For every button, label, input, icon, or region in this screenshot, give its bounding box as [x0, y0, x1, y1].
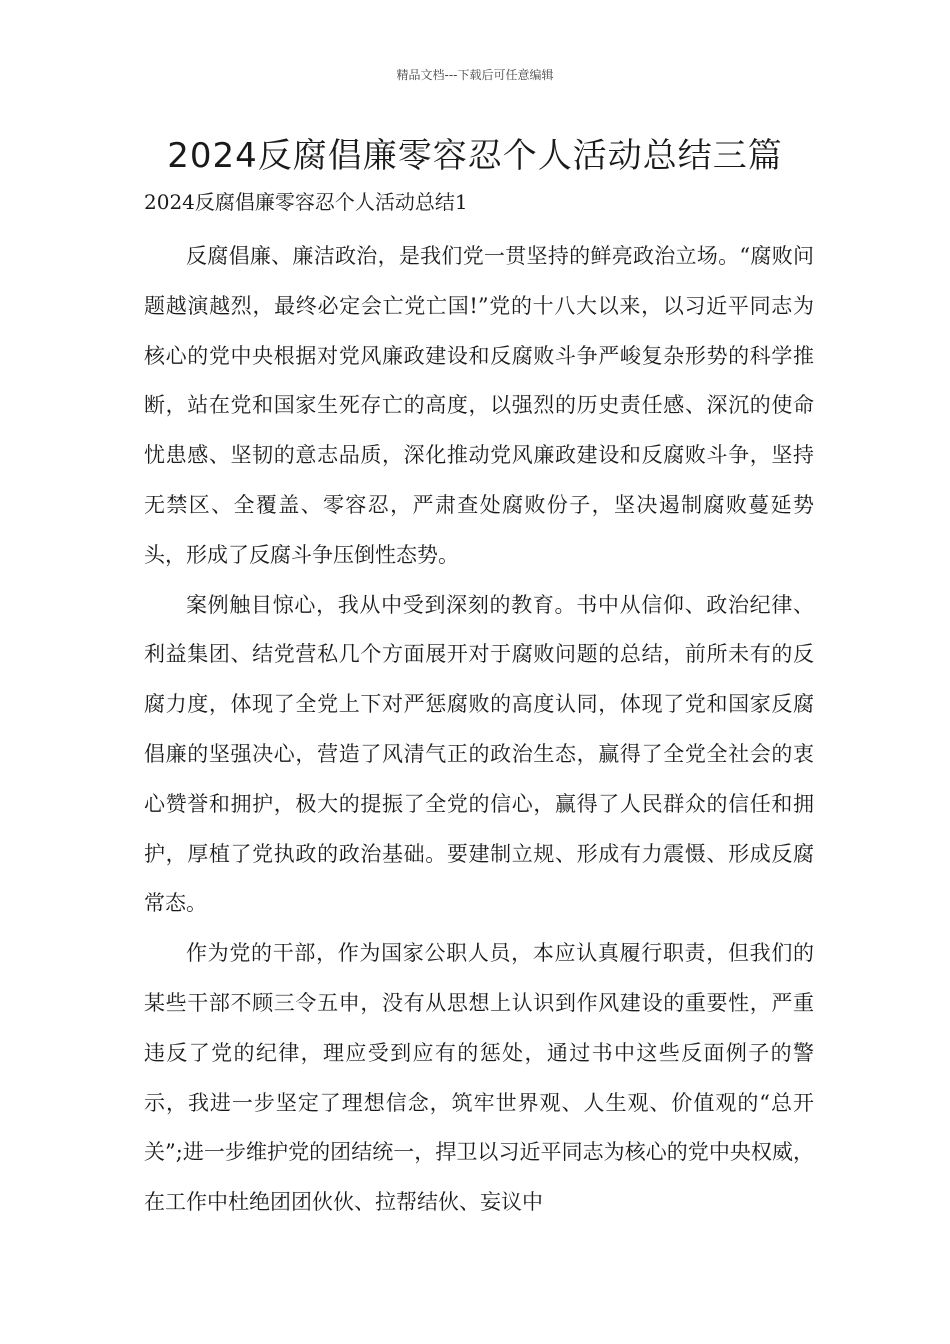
header-note: 精品文档---下载后可任意编辑: [396, 68, 554, 82]
paragraph-3: 作为党的干部，作为国家公职人员，本应认真履行职责，但我们的某些干部不顾三令五申，没有从思想上认识到作风建设的重要性，严重违反了党的纪律，理应受到应有的惩处，通过书中这些反面例子的警示，我进一步坚定了理想信念，筑牢世界观、人生观、价值观的“总开关”;进一步维护党的团结统一，捍卫以习近平同志为核心的党中央权威，在工作中杜绝团团伙伙、拉帮结伙、妄议中: [144, 941, 814, 1215]
section-subtitle: 2024反腐倡廉零容忍个人活动总结1: [144, 190, 468, 214]
document-title: 2024反腐倡廉零容忍个人活动总结三篇: [167, 136, 783, 176]
paragraph-2: 案例触目惊心，我从中受到深刻的教育。书中从信仰、政治纪律、利益集团、结党营私几个方面展开对于腐败问题的总结，前所未有的反腐力度，体现了全党上下对严惩腐败的高度认同，体现了党和国家反腐倡廉的坚强决心，营造了风清气正的政治生态，赢得了全党全社会的衷心赞誉和拥护，极大的提振了全党的信心，赢得了人民群众的信任和拥护，厚植了党执政的政治基础。要建制立规、形成有力震慑、形成反腐常态。: [144, 592, 814, 916]
body-text: [144, 232, 814, 1228]
paragraph-1: 反腐倡廉、廉洁政治，是我们党一贯坚持的鲜亮政治立场。“腐败问题越演越烈，最终必定会亡党亡国!”党的十八大以来，以习近平同志为核心的党中央根据对党风廉政建设和反腐败斗争严峻复杂形势的科学推断，站在党和国家生死存亡的高度，以强烈的历史责任感、深沉的使命忧患感、坚韧的意志品质，深化推动党风廉政建设和反腐败斗争，坚持无禁区、全覆盖、零容忍，严肃查处腐败份子，坚决遏制腐败蔓延势头，形成了反腐斗争压倒性态势。: [144, 244, 814, 567]
